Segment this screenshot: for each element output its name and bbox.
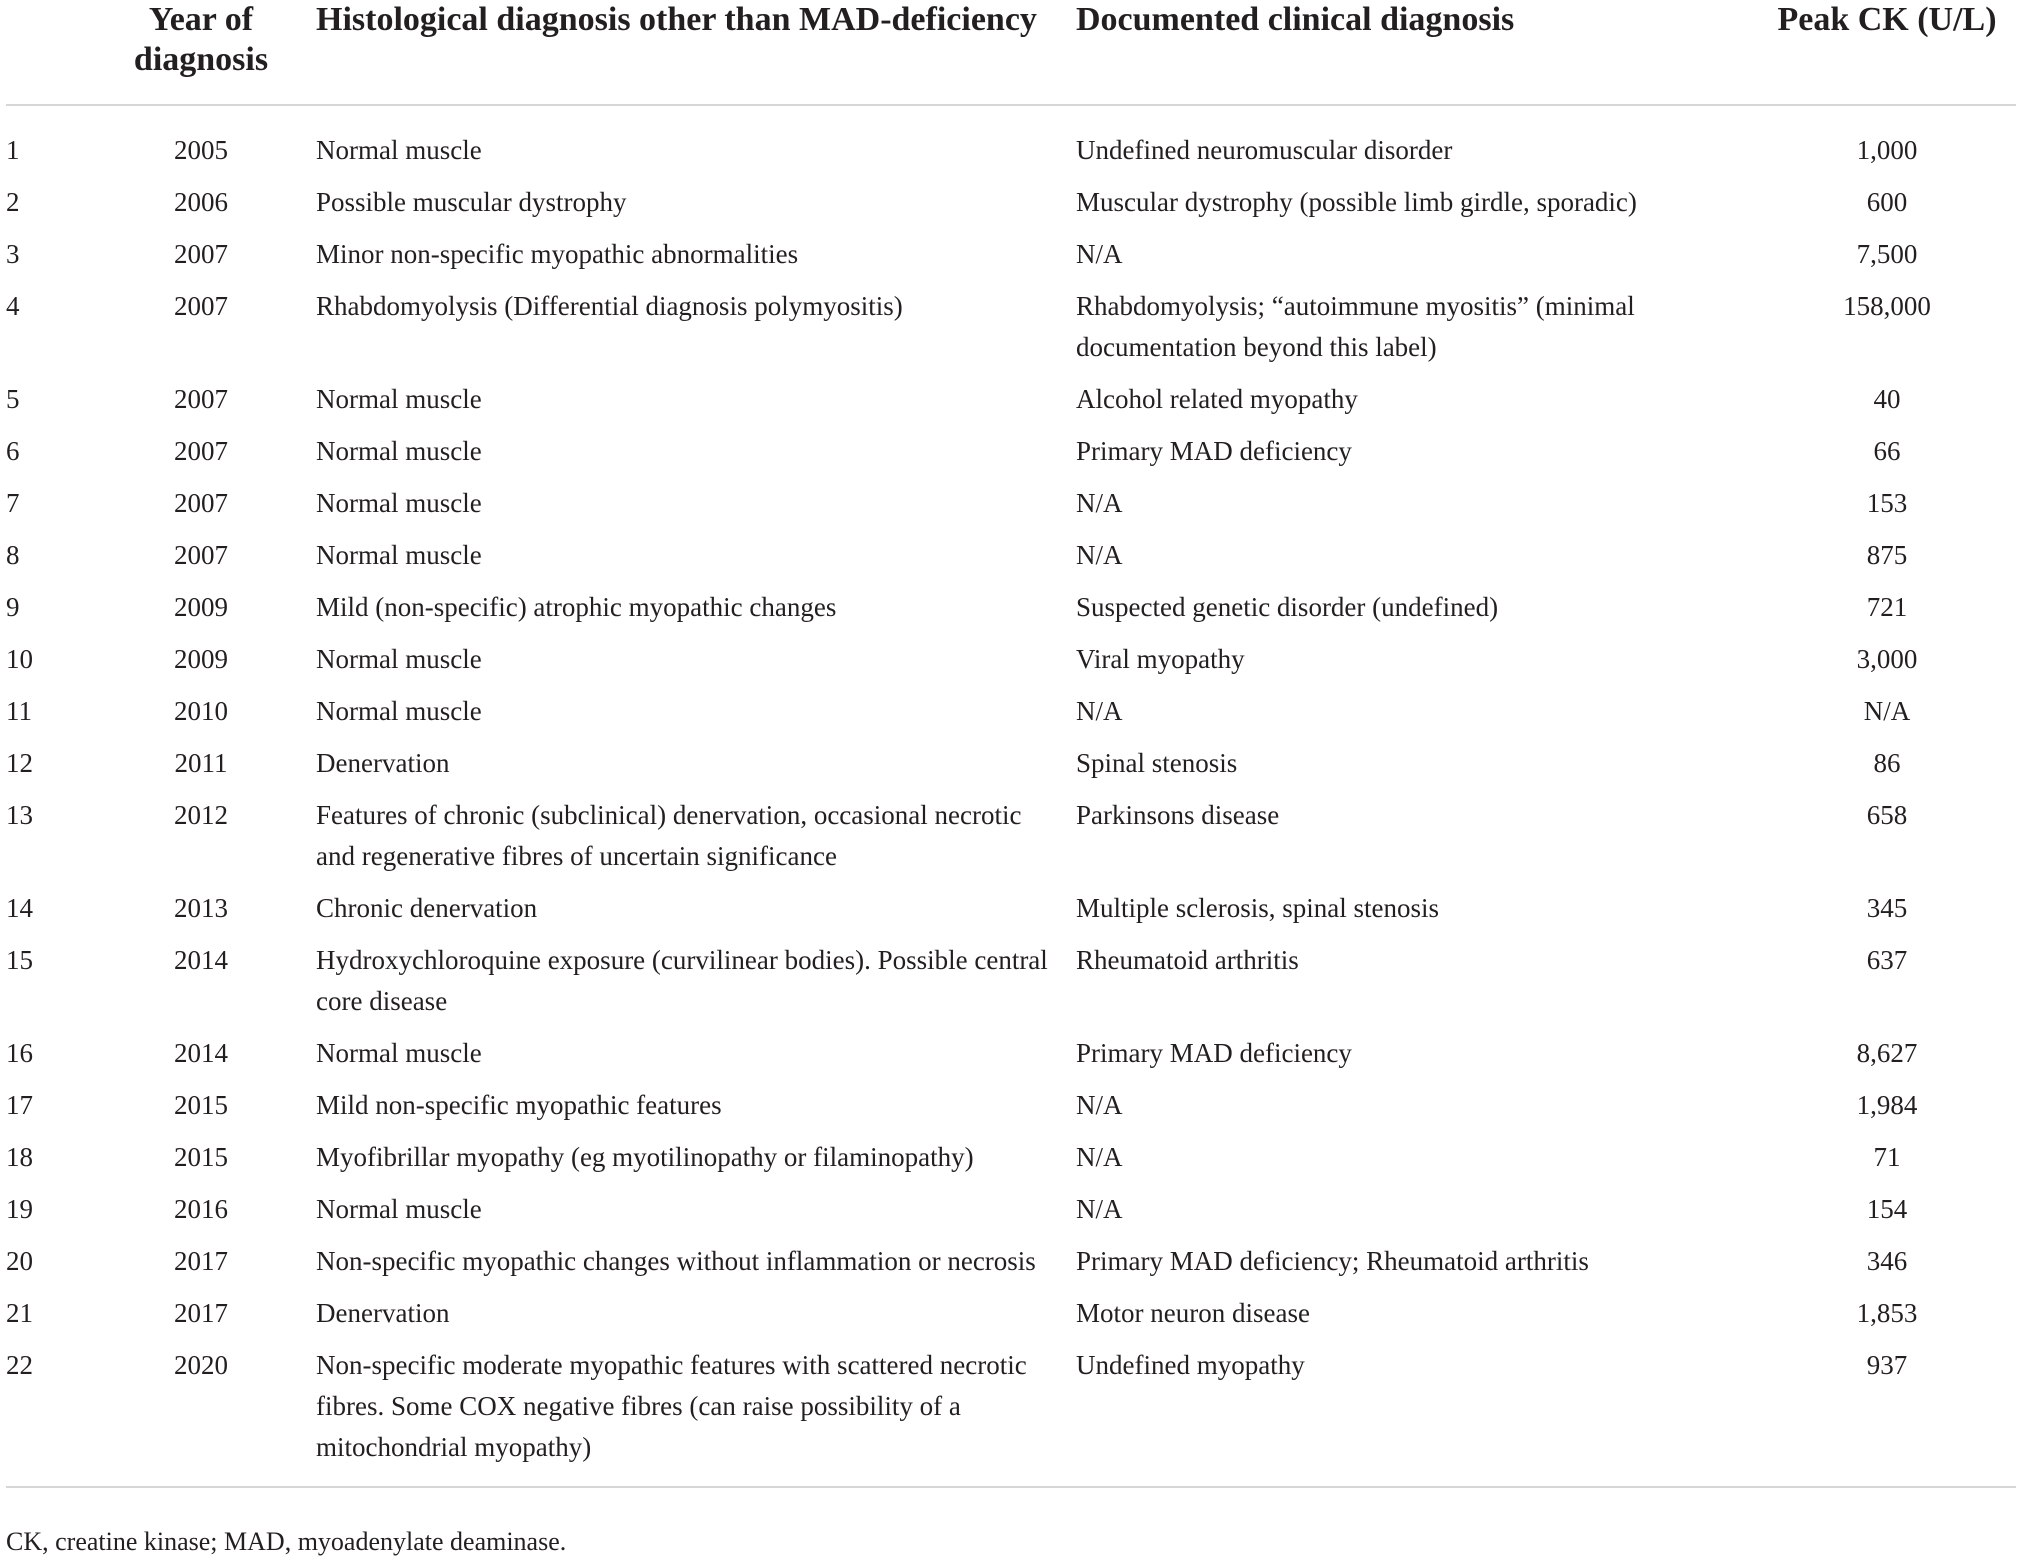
clinical-cell: N/A <box>1076 1090 1123 1120</box>
peak-ck-cell: 1,984 <box>1856 1090 1918 1120</box>
table-row <box>6 1085 2016 1137</box>
year-cell: 2006 <box>174 187 228 217</box>
table-row <box>6 1293 2016 1345</box>
peak-ck-cell: 658 <box>1866 800 1908 830</box>
clinical-cell: Primary MAD deficiency; Rheumatoid arthritis <box>1076 1246 1589 1276</box>
table-row <box>6 691 2016 743</box>
clinical-cell: Rheumatoid arthritis <box>1076 945 1299 975</box>
peak-ck-cell: 86 <box>1873 748 1901 778</box>
row-number: 21 <box>6 1298 33 1328</box>
peak-ck-cell: 346 <box>1866 1246 1908 1276</box>
row-number: 17 <box>6 1090 33 1120</box>
histology-cell: Normal muscle <box>316 384 482 414</box>
clinical-cell: N/A <box>1076 1142 1123 1172</box>
table-body <box>6 105 2016 1487</box>
histology-cell: Normal muscle <box>316 488 482 518</box>
row-number: 3 <box>6 239 20 269</box>
histology-cell: Minor non-specific myopathic abnormalities <box>316 239 799 269</box>
header-peak-ck: Peak CK (U/L) <box>1696 0 2016 105</box>
year-cell: 2014 <box>174 945 228 975</box>
peak-ck-cell: 345 <box>1866 893 1908 923</box>
year-cell: 2009 <box>174 592 228 622</box>
year-cell: 2017 <box>174 1298 228 1328</box>
clinical-cell: Primary MAD deficiency <box>1076 436 1352 466</box>
row-number: 9 <box>6 592 20 622</box>
year-cell: 2011 <box>174 748 228 778</box>
table-row <box>6 1345 2016 1487</box>
histology-cell: Normal muscle <box>316 1038 482 1068</box>
row-number: 5 <box>6 384 20 414</box>
peak-ck-cell: 721 <box>1866 592 1908 622</box>
clinical-cell: Suspected genetic disorder (undefined) <box>1076 592 1499 622</box>
year-cell: 2007 <box>174 291 228 321</box>
peak-ck-cell: 600 <box>1866 187 1908 217</box>
year-cell: 2007 <box>174 384 228 414</box>
row-number: 7 <box>6 488 20 518</box>
peak-ck-cell: 1,853 <box>1856 1298 1918 1328</box>
histology-cell: Denervation <box>316 748 450 778</box>
row-number: 2 <box>6 187 20 217</box>
peak-ck-cell: 66 <box>1873 436 1901 466</box>
year-cell: 2007 <box>174 540 228 570</box>
header-number <box>6 0 86 105</box>
peak-ck-cell: 3,000 <box>1856 644 1918 674</box>
clinical-cell: Primary MAD deficiency <box>1076 1038 1352 1068</box>
peak-ck-cell: 158,000 <box>1843 291 1931 321</box>
table-row <box>6 379 2016 431</box>
year-cell: 2010 <box>174 696 228 726</box>
year-cell: 2012 <box>174 800 228 830</box>
histology-cell: Denervation <box>316 1298 450 1328</box>
row-number: 15 <box>6 945 33 975</box>
histology-cell: Mild non-specific myopathic features <box>316 1090 722 1120</box>
histology-cell: Normal muscle <box>316 436 482 466</box>
year-cell: 2007 <box>174 488 228 518</box>
histology-cell: Myofibrillar myopathy (eg myotilinopathy or filaminopathy) <box>316 1142 974 1172</box>
table-row <box>6 940 2016 1033</box>
table-row <box>6 743 2016 795</box>
row-number: 12 <box>6 748 33 778</box>
row-number: 16 <box>6 1038 33 1068</box>
row-number: 1 <box>6 135 20 165</box>
peak-ck-cell: 7,500 <box>1856 239 1918 269</box>
row-number: 11 <box>6 696 32 726</box>
peak-ck-cell: 71 <box>1873 1142 1901 1172</box>
clinical-cell: Rhabdomyolysis; “autoimmune myositis” (minimal documentation beyond this label) <box>1076 291 1635 362</box>
peak-ck-cell: N/A <box>1863 696 1911 726</box>
histology-cell: Rhabdomyolysis (Differential diagnosis polymyositis) <box>316 291 903 321</box>
histology-cell: Hydroxychloroquine exposure (curvilinear bodies). Possible central core disease <box>316 945 1048 1016</box>
clinical-cell: N/A <box>1076 239 1123 269</box>
table-row <box>6 1189 2016 1241</box>
peak-ck-cell: 154 <box>1866 1194 1908 1224</box>
row-number: 14 <box>6 893 33 923</box>
table-row <box>6 1033 2016 1085</box>
histology-cell: Non-specific moderate myopathic features with scattered necrotic fibres. Some COX negative fibres (can raise possibility of a mitochondrial myopathy) <box>316 1345 1076 1487</box>
histology-cell: Mild (non-specific) atrophic myopathic changes <box>316 592 837 622</box>
row-number: 8 <box>6 540 20 570</box>
year-cell: 2016 <box>174 1194 228 1224</box>
peak-ck-cell: 8,627 <box>1856 1038 1918 1068</box>
histology-cell: Features of chronic (subclinical) denervation, occasional necrotic and regenerative fibres of uncertain significance <box>316 800 1022 871</box>
year-cell: 2009 <box>174 644 228 674</box>
clinical-cell: N/A <box>1076 488 1123 518</box>
clinical-cell: Undefined myopathy <box>1076 1345 1696 1487</box>
histology-cell: Normal muscle <box>316 644 482 674</box>
table-row <box>6 888 2016 940</box>
peak-ck-cell: 1,000 <box>1856 135 1918 165</box>
clinical-cell: Parkinsons disease <box>1076 800 1280 830</box>
clinical-cell: N/A <box>1076 540 1123 570</box>
table-row <box>6 431 2016 483</box>
row-number: 6 <box>6 436 20 466</box>
peak-ck-cell: 637 <box>1866 945 1908 975</box>
row-number: 18 <box>6 1142 33 1172</box>
table-row <box>6 1241 2016 1293</box>
table-footnote: CK, creatine kinase; MAD, myoadenylate deaminase. <box>6 1527 567 1556</box>
histology-cell: Normal muscle <box>316 1194 482 1224</box>
row-number: 10 <box>6 644 33 674</box>
year-cell: 2017 <box>174 1246 228 1276</box>
clinical-cell: Undefined neuromuscular disorder <box>1076 135 1453 165</box>
clinical-cell: Spinal stenosis <box>1076 748 1238 778</box>
header-clinical: Documented clinical diagnosis <box>1076 0 1696 105</box>
results-table <box>6 0 2016 1488</box>
table-row <box>6 483 2016 535</box>
table-row <box>6 182 2016 234</box>
row-number: 20 <box>6 1246 33 1276</box>
table-header <box>6 0 2016 105</box>
table-row <box>6 535 2016 587</box>
peak-ck-cell: 40 <box>1873 384 1901 414</box>
clinical-cell: Viral myopathy <box>1076 644 1245 674</box>
year-cell: 2015 <box>174 1142 228 1172</box>
histology-cell: Non-specific myopathic changes without inflammation or necrosis <box>316 1246 1036 1276</box>
row-number: 19 <box>6 1194 33 1224</box>
histology-cell: Possible muscular dystrophy <box>316 187 627 217</box>
year-cell: 2015 <box>174 1090 228 1120</box>
clinical-cell: Motor neuron disease <box>1076 1298 1310 1328</box>
header-row <box>6 0 2016 105</box>
header-year: Year of diagnosis <box>86 0 316 105</box>
table-row <box>6 286 2016 379</box>
row-number: 22 <box>6 1345 86 1487</box>
peak-ck-cell: 937 <box>1696 1345 2016 1487</box>
histology-cell: Normal muscle <box>316 540 482 570</box>
clinical-cell: Alcohol related myopathy <box>1076 384 1358 414</box>
table-row <box>6 795 2016 888</box>
row-number: 13 <box>6 800 33 830</box>
peak-ck-cell: 153 <box>1866 488 1908 518</box>
year-cell: 2007 <box>174 239 228 269</box>
clinical-cell: N/A <box>1076 696 1123 726</box>
histology-cell: Chronic denervation <box>316 893 538 923</box>
row-number: 4 <box>6 291 20 321</box>
table-row <box>6 105 2016 182</box>
header-histology: Histological diagnosis other than MAD-deficiency <box>316 0 1076 105</box>
table-row <box>6 639 2016 691</box>
table-row <box>6 587 2016 639</box>
year-cell: 2013 <box>174 893 228 923</box>
year-cell: 2005 <box>174 135 228 165</box>
clinical-cell: Multiple sclerosis, spinal stenosis <box>1076 893 1439 923</box>
histology-cell: Normal muscle <box>316 135 482 165</box>
table-row <box>6 234 2016 286</box>
year-cell: 2007 <box>174 436 228 466</box>
clinical-cell: Muscular dystrophy (possible limb girdle, sporadic) <box>1076 187 1637 217</box>
histology-cell: Normal muscle <box>316 696 482 726</box>
table-row <box>6 1137 2016 1189</box>
peak-ck-cell: 875 <box>1866 540 1908 570</box>
year-cell: 2014 <box>174 1038 228 1068</box>
year-cell: 2020 <box>86 1345 316 1487</box>
clinical-cell: N/A <box>1076 1194 1123 1224</box>
